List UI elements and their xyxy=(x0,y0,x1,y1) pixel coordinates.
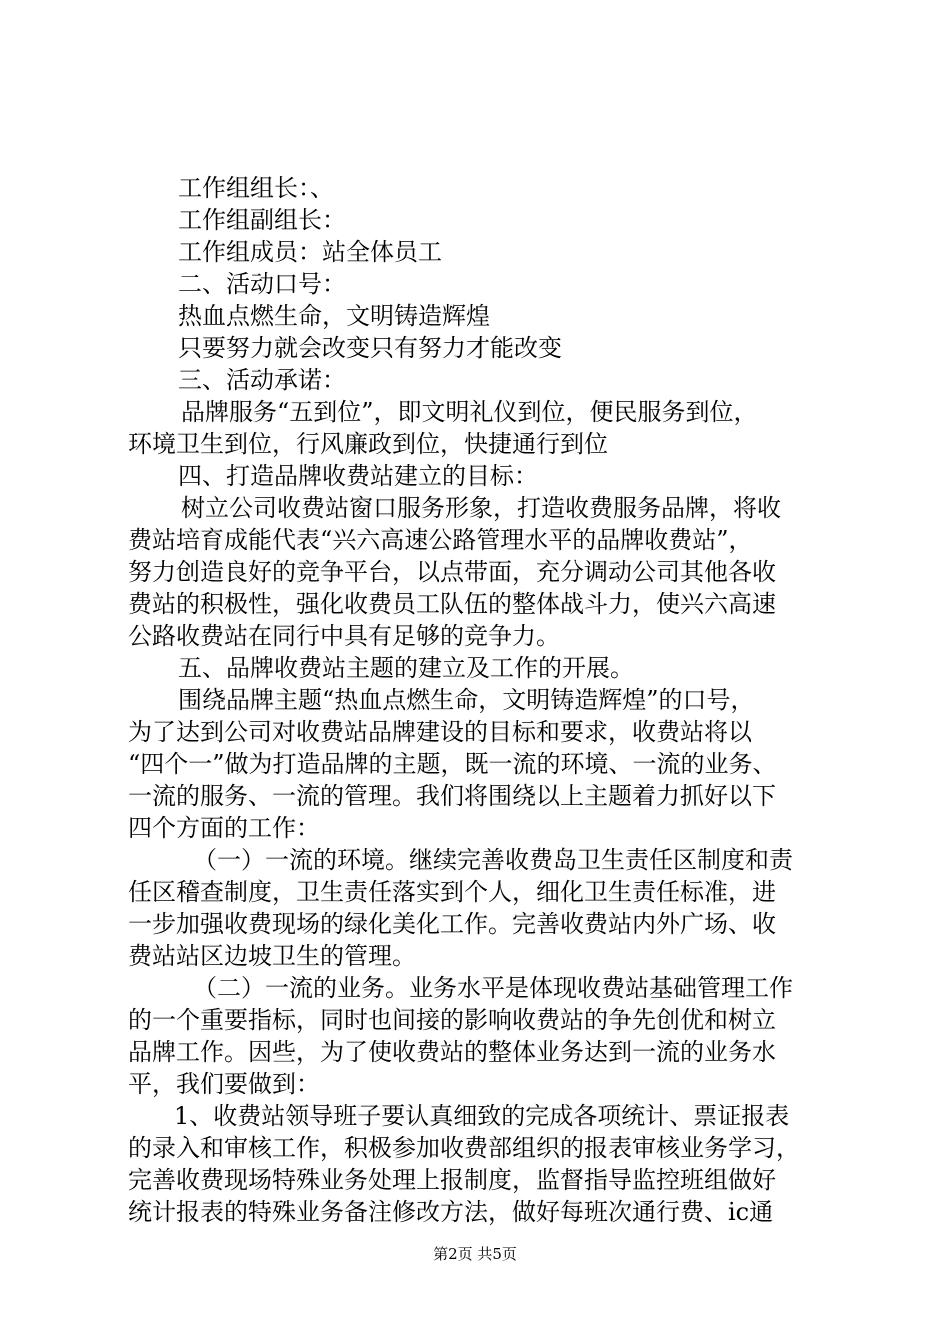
text-line: 完善收费现场特殊业务处理上报制度，监督指导监控班组做好 xyxy=(128,1166,776,1194)
text-line: 的录入和审核工作，积极参加收费部组织的报表审核业务学习， xyxy=(128,1134,800,1162)
text-line: 品牌服务“五到位”，即文明礼仪到位，便民服务到位， xyxy=(181,398,758,426)
text-line: 任区稽查制度，卫生责任落实到个人，细化卫生责任标准，进 xyxy=(128,878,776,906)
text-line: 工作组副组长： xyxy=(178,206,346,234)
text-line: 工作组成员：站全体员工 xyxy=(178,238,442,266)
text-line: “四个一”做为打造品牌的主题，既一流的环境、一流的业务、 xyxy=(128,750,777,778)
text-line: 为了达到公司对收费站品牌建设的目标和要求，收费站将以 xyxy=(128,718,752,746)
text-line: 四、打造品牌收费站建立的目标： xyxy=(178,462,538,490)
text-line: 四个方面的工作： xyxy=(128,814,320,842)
text-line: 热血点燃生命，文明铸造辉煌 xyxy=(178,302,490,330)
text-line: 1、收费站领导班子要认真细致的完成各项统计、票证报表 xyxy=(174,1102,790,1130)
text-line: 只要努力就会改变只有努力才能改变 xyxy=(178,334,562,362)
text-line: 环境卫生到位，行风廉政到位，快捷通行到位 xyxy=(128,430,608,458)
text-line: 一步加强收费现场的绿化美化工作。完善收费站内外广场、收 xyxy=(128,910,776,938)
text-line: 二、活动口号： xyxy=(178,270,346,298)
text-line: 一流的服务、一流的管理。我们将围绕以上主题着力抓好以下 xyxy=(128,782,776,810)
text-line: 费站站区边坡卫生的管理。 xyxy=(128,942,416,970)
text-line: 品牌工作。因些，为了使收费站的整体业务达到一流的业务水 xyxy=(128,1038,776,1066)
text-line: 树立公司收费站窗口服务形象，打造收费服务品牌，将收 xyxy=(181,494,781,522)
text-line: 围绕品牌主题“热血点燃生命，文明铸造辉煌”的口号， xyxy=(178,686,755,714)
text-line: 工作组组长：、 xyxy=(178,174,334,202)
text-line: 费站的积极性，强化收费员工队伍的整体战斗力，使兴六高速 xyxy=(128,590,776,618)
document-body xyxy=(128,172,828,1228)
page-footer xyxy=(0,1244,950,1264)
text-line: 五、品牌收费站主题的建立及工作的开展。 xyxy=(178,654,634,682)
text-line: （一）一流的环境。继续完善收费岛卫生责任区制度和责 xyxy=(193,846,793,874)
text-line: （二）一流的业务。业务水平是体现收费站基础管理工作 xyxy=(193,974,793,1002)
text-line: 三、活动承诺： xyxy=(178,366,346,394)
text-line: 的一个重要指标，同时也间接的影响收费站的争先创优和树立 xyxy=(128,1006,776,1034)
text-line: 统计报表的特殊业务备注修改方法，做好每班次通行费、ic通 xyxy=(128,1198,774,1226)
page-number-label: 第2页 共5页 xyxy=(433,1245,517,1263)
text-line: 公路收费站在同行中具有足够的竞争力。 xyxy=(128,622,560,650)
text-line: 平，我们要做到： xyxy=(128,1070,320,1098)
text-line: 努力创造良好的竞争平台，以点带面，充分调动公司其他各收 xyxy=(128,558,776,586)
text-line: 费站培育成能代表“兴六高速公路管理水平的品牌收费站”， xyxy=(128,526,753,554)
